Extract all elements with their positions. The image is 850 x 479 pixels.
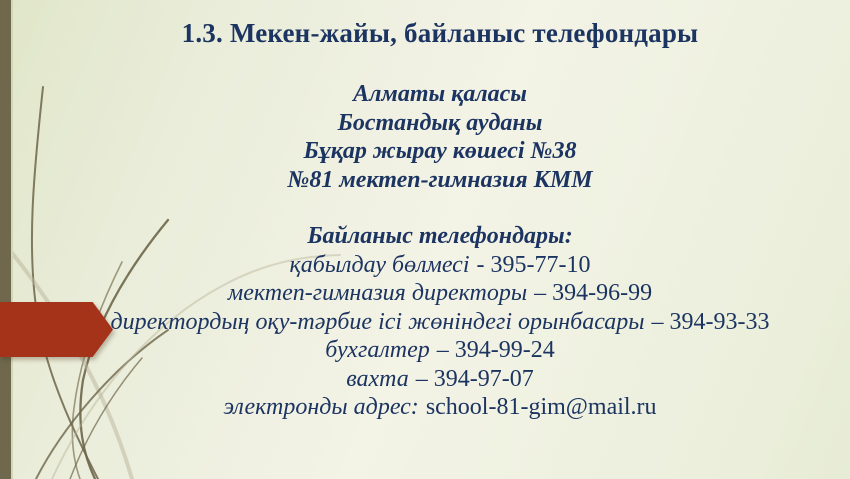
contact-line (30, 336, 850, 365)
contact-line (30, 365, 850, 394)
contact-label: қабылдау бөлмесі (289, 251, 470, 278)
contact-email: school-81-gim@mail.ru (425, 394, 657, 420)
contacts-heading: Байланыс телефондары: (307, 223, 573, 249)
contact-phone: – 394-93-33 (651, 308, 770, 335)
contact-label: электронды адрес: (223, 394, 419, 420)
slide-title: 1.3. Мекен-жайы, байланыс телефондары (181, 18, 699, 48)
contact-phone: – 394-99-24 (436, 337, 555, 363)
contact-line (30, 308, 850, 337)
contact-label: вахта (346, 365, 409, 392)
address-line: Бұқар жырау көшесі №38 (303, 138, 577, 164)
contacts-block (30, 222, 850, 422)
contact-line (30, 393, 850, 422)
contact-phone: – 394-97-07 (415, 365, 534, 392)
contact-phone: – 394-96-99 (534, 280, 653, 306)
contact-label: директордың оқу-тәрбие ісі жөніндегі орынбасары (110, 308, 645, 335)
contact-label: мектеп-гимназия директоры (227, 280, 528, 306)
contact-phone: - 395-77-10 (476, 251, 591, 278)
contact-line (30, 279, 850, 308)
side-stripe-decoration (0, 0, 13, 479)
address-line: Бостандық ауданы (337, 109, 543, 136)
contact-line (30, 251, 850, 280)
address-line: Алматы қаласы (353, 81, 527, 107)
address-block (30, 80, 850, 194)
contact-label: бухгалтер (325, 337, 430, 363)
address-line: №81 мектеп-гимназия КММ (287, 166, 593, 193)
